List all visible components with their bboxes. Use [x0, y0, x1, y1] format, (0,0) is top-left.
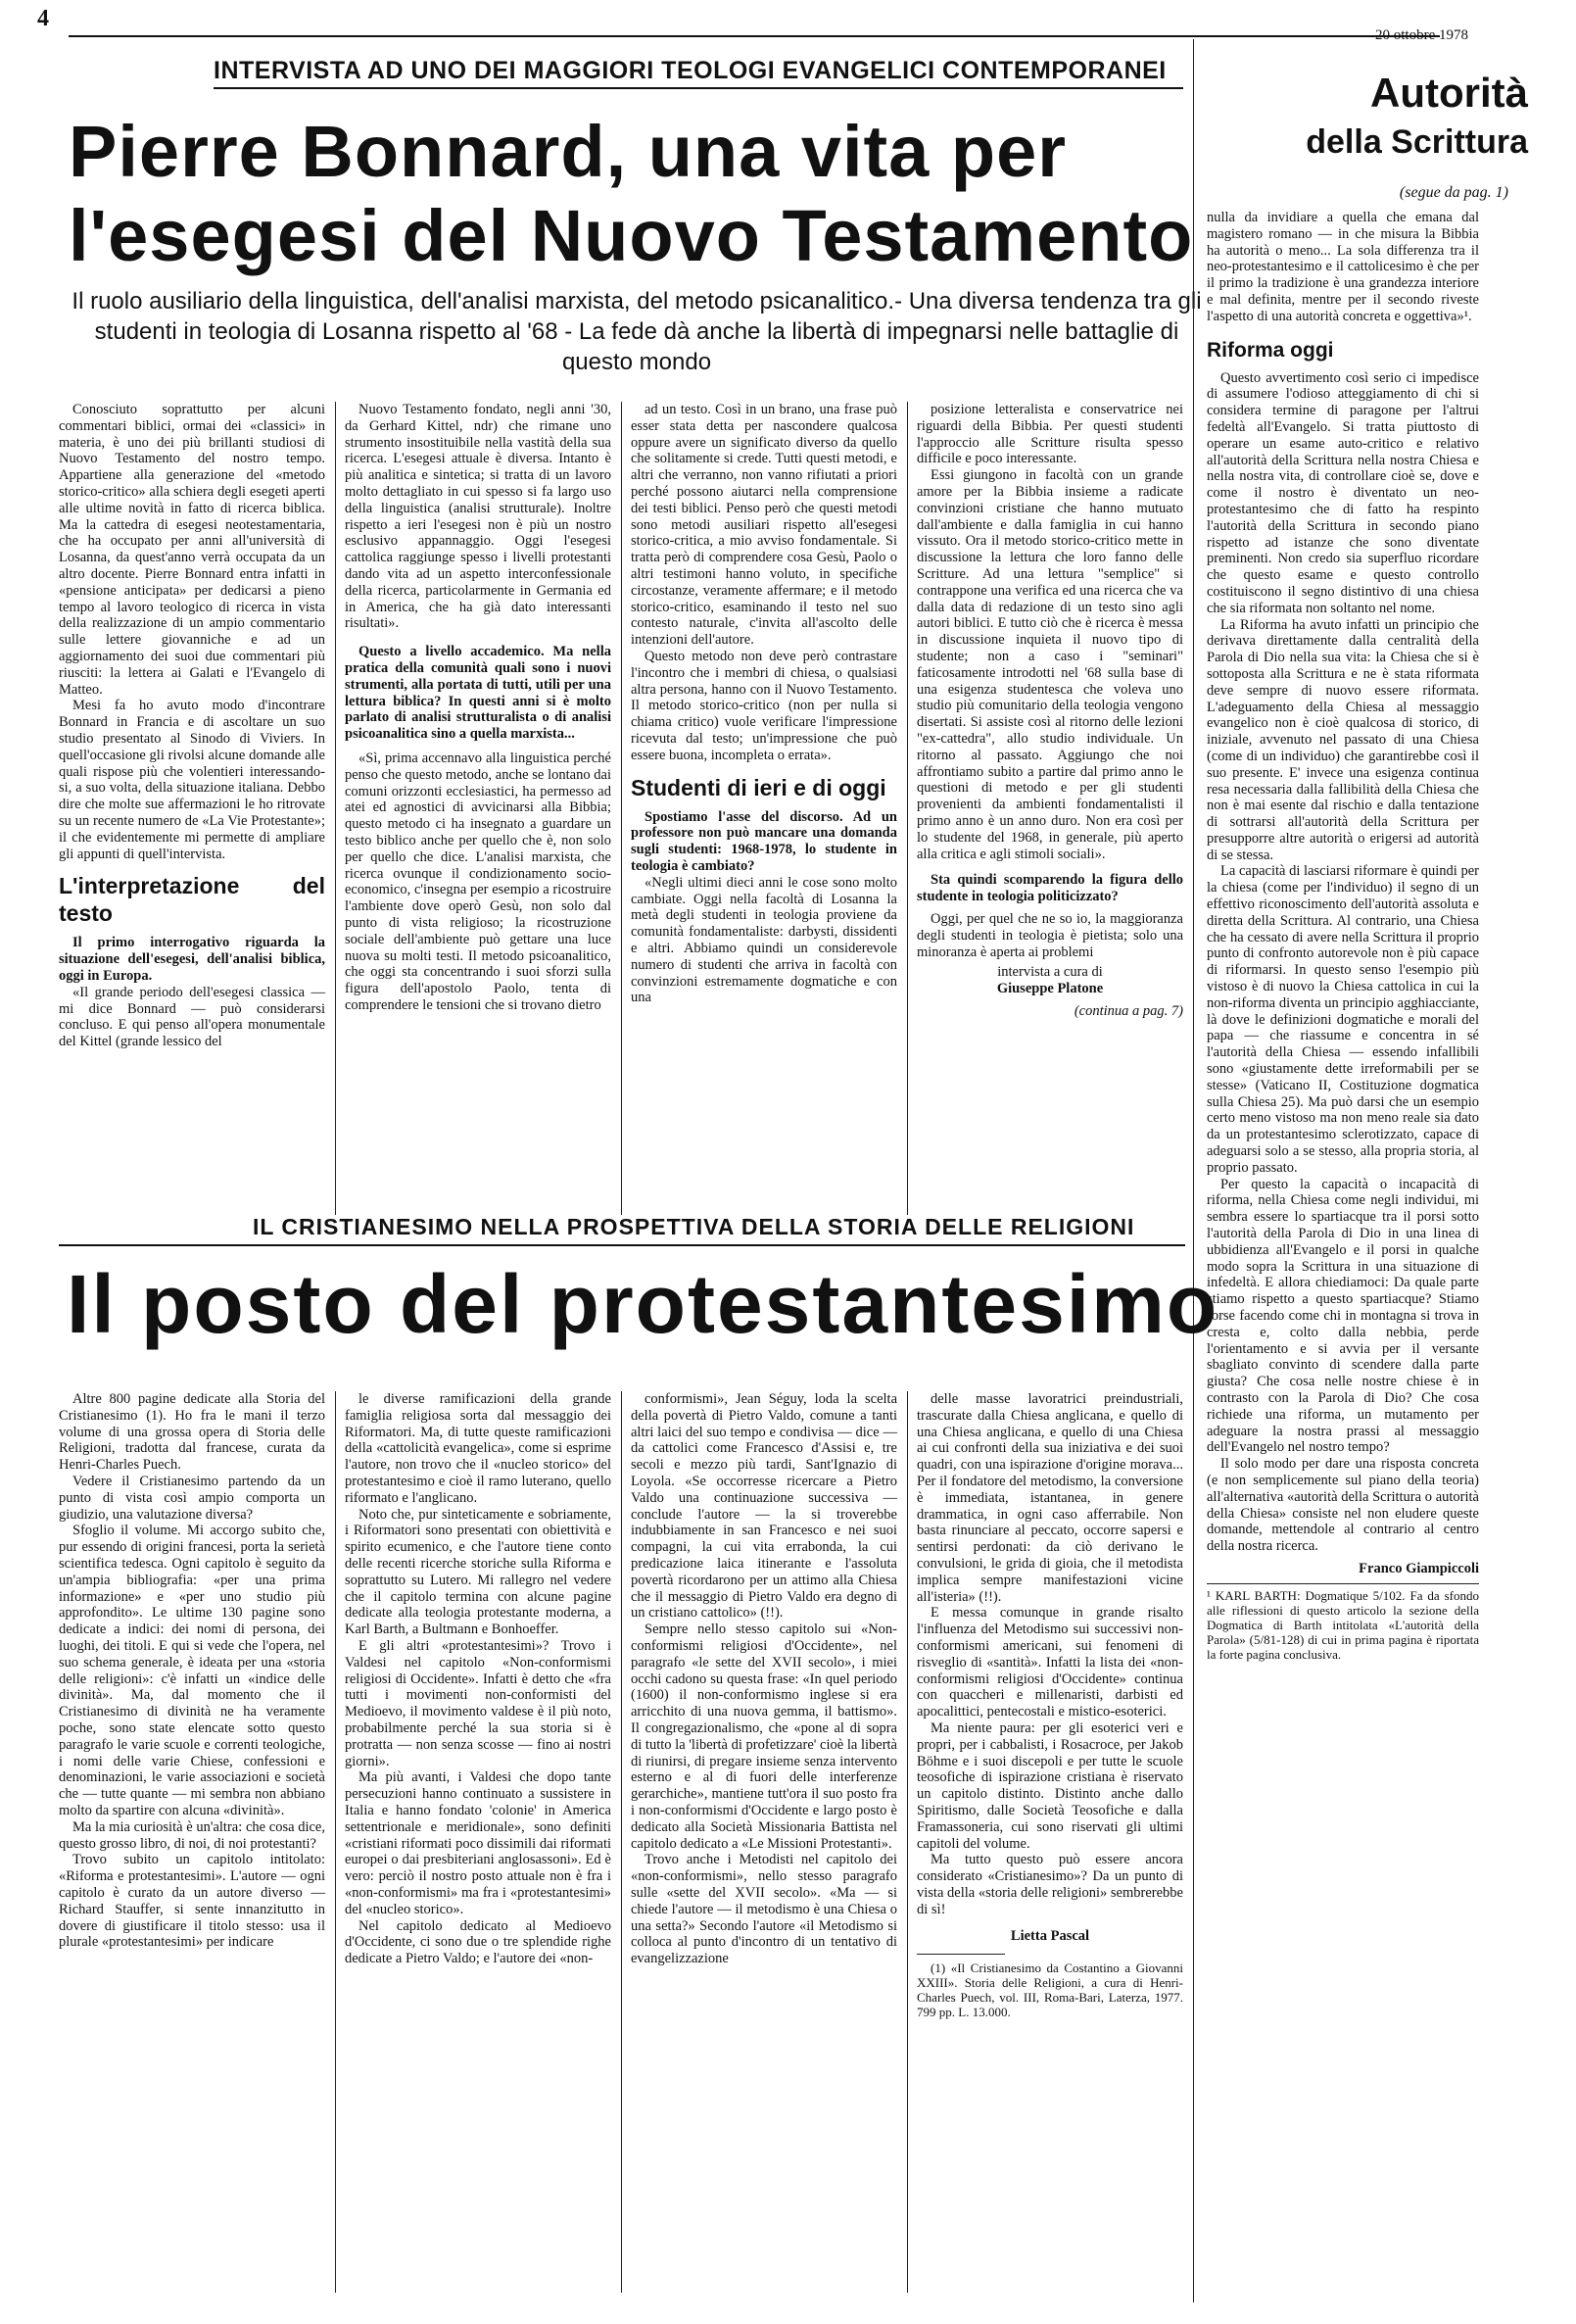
top-rule [69, 35, 1440, 37]
article2-col1-para: Sfoglio il volume. Mi accorgo subito che, pur essendo di origini francesi, porta la serietà scientifica tedesca. Ogni capitolo è seguito da un'ampia bibliografia: «per una prima informazione» e «per uno studio più approfondito». Le ultime 130 pagine sono dedicate a indici: dei nomi di persona, dei luoghi, dei titoli. E qui si vede che l'opera, nel suo schema generale, è ideata per una «storia delle religioni»: c'è infatti un «indice delle divinità». Ma, dal momento che il Cristianesimo di divinità ne ha veramente poche, sono state elencate sotto questo paragrafo le varie scuole e correnti teologiche, i nomi delle varie Chiese, confessioni e denominazioni, le varie associazioni e società che — tutte quante — mi sembra non abbiano molto da spartire con alcuna «divinità». [59, 1523, 325, 1818]
article1-kicker-rule [214, 87, 1183, 89]
sidebar-para: Il solo modo per dare una risposta concreta (e non semplicemente sul piano della teoria) all'alternativa «autorità della Scrittura o autorità della Chiesa» consiste nel non eludere queste domande, mettendole al contrario al centro della nostra ricerca. [1207, 1456, 1479, 1555]
article2-col3-para: Sempre nello stesso capitolo sui «Non-conformismi religiosi d'Occidente», nel paragrafo «le sette del XVII secolo», i miei occhi cadono su questa frase: «In quel periodo (1600) il non-conformismo inglese si era arricchito di una nuova gemma, il battismo». Il congregazionalismo, che «pone al di sopra di tutto la 'libertà di profetizzare' cioè la libertà di riunirsi, di pregare insieme senza intervento esterno e al di fuori delle interferenze gerarchiche», mantiene tutt'ora il suo posto fra i non-conformismi d'Occidente e largo posto è dedicato alla Società Missionaria Battista nel capitolo dedicato a «Le Missioni Protestanti». [631, 1622, 897, 1852]
article2-column-1 [59, 1391, 325, 1951]
sidebar-title: Autorità [1370, 70, 1528, 116]
article2-col2-para: Nel capitolo dedicato al Medioevo d'Occidente, ci sono due o tre splendide righe dedicate a Pietro Valdo; e l'autore dei «non- [345, 1917, 611, 1967]
sidebar-para: Questo avvertimento così serio ci impedisce di assumere l'odioso atteggiamento di chi si considera termine di paragone per l'altrui fedeltà all'Evangelo. Si tratta piuttosto di operare un esame auto-critico e relativo all'autorità della Scrittura nella nostra Chiesa e nella nostra vita, di controllare cioè se, dove e come il nostro è diventato un neo-protestantesimo che di fatto ha respinto l'autorità della Scrittura in secondo piano rispetto ad istanze che sono diventate preminenti. Non credo sia superfluo ricordare che questo esame e questo controllo costituiscono il segno distintivo di una chiesa che sia riformata non soltanto nel nome. [1207, 369, 1479, 616]
article1-column-3 [631, 402, 897, 1006]
article2-col2-para: Ma più avanti, i Valdesi che dopo tante persecuzioni hanno continuato a sussistere in Italia e hanno fondato 'colonie' in America settentrionale e meridionale», sono definiti «cristiani riformati poco dissimili dai riformati europei o dai presbiteriani anglosassoni». Ed è vero: perciò il nostro posto attuale non è fra i «non-conformismi» ma fra i «protestantesimi» del «nucleo storico». [345, 1769, 611, 1917]
column-divider [335, 402, 336, 1215]
article2-col4-para: Ma niente paura: per gli esoterici veri e propri, per i cabbalisti, i Rosacroce, per Jakob Böhme e i suoi discepoli e per tutte le scuole teosofiche di ispirazione cristiana è riservato un capitolo distinto. Distinto anche dallo Spiritismo, dalle Società Teosofiche e dalla Framassoneria, cui sono riservati gli ultimi capitoli del volume. [917, 1719, 1183, 1852]
article2-col4-para: E messa comunque in grande risalto l'influenza del Metodismo sui successivi non-conformismi americani, sui fenomeni di risveglio di «santità». Infatti la lista dei «non-conformismi religiosi d'Occidente» continua con quaccheri e millenaristi, darbisti ed apocalittici, pentecostali e mistico-esoterici. [917, 1605, 1183, 1720]
article2-signature: Lietta Pascal [1010, 1927, 1090, 1944]
article2-col1-para: Trovo subito un capitolo intitolato: «Riforma e protestantesimi». L'autore — ogni capitolo è curato da un autore diverso — Richard Stauffer, si sente innanzitutto in dovere di giustificare il titolo stesso: usa il plurale «protestantesimi» per indicare [59, 1852, 325, 1951]
sidebar-para: Per questo la capacità o incapacità di riforma, nella Chiesa come negli individui, mi sembra essere lo spartiacque tra il porsi sotto l'autorità della Parola di Dio in una linea di ubbidienza all'Evangelo e il porsi in qualche modo sopra la Scrittura in una situazione di infedeltà. E allora chiediamoci: Da quale parte stiamo rispetto a questo spartiacque? Stiamo forse facendo come chi in montagna si trova in cresta e, colto dalla nebbia, perde l'orientamento e si avvia per il versante sbagliato convinto di scendere dalla parte giusta? Che cosa nelle nostre chiese è in contrasto con la Parola di Dio? Che cosa richiede una riforma, un mutamento per adeguare la nostra prassi al messaggio dell'Evangelo nel nostro tempo? [1207, 1176, 1479, 1456]
article1-question: Questo a livello accademico. Ma nella pratica della comunità quali sono i nuovi strumenti, alla portata di tutti, utili per una lettura biblica? In questi anni si è molto parlato di analisi strutturalista o di analisi psicoanalitica sino a quella marxista... [345, 644, 611, 743]
article1-col4-para: posizione letteralista e conservatrice nei riguardi della Bibbia. Per questi studenti l'approccio alle Scritture risulta spesso difficile e poco interessante. [917, 402, 1183, 467]
sidebar-signature: Franco Giampiccoli [1359, 1560, 1479, 1576]
column-divider [621, 1391, 622, 2293]
sidebar-footnote: ¹ KARL BARTH: Dogmatique 5/102. Fa da sfondo alle riflessioni di questo articolo la sezione della Dogmatica di Barth intitolata «L'autorità della Parola» (5/81-128) di cui in prima pagina è riportata la forte pagina conclusiva. [1207, 1587, 1479, 1662]
column-divider [335, 1391, 336, 2293]
article2-col2-para: le diverse ramificazioni della grande famiglia religiosa sorta dal messaggio dei Riformatori. Ma, di tutte queste ramificazioni della «cattolicità evangelica», come si esprime l'autore, non trovo che il «nucleo storico» del protestantesimo e cioè il ramo luterano, quello riformato e l'anglicano. [345, 1391, 611, 1506]
sidebar-subtitle: della Scrittura [1306, 123, 1528, 161]
article2-kicker-rule [59, 1244, 1185, 1246]
article2-kicker: IL CRISTIANESIMO NELLA PROSPETTIVA DELLA STORIA DELLE RELIGIONI [253, 1214, 1135, 1239]
article2-col1-para: Ma la mia curiosità è un'altra: che cosa dice, questo grosso libro, di noi, di noi protestanti? [59, 1818, 325, 1852]
column-divider [621, 402, 622, 1215]
article2-col1-para: Vedere il Cristianesimo partendo da un punto di vista così ampio comporta un giudizio, una valutazione diversa? [59, 1473, 325, 1523]
article2-column-4 [917, 1391, 1183, 2019]
sidebar-divider [1193, 39, 1194, 2302]
article2-col3-para: conformismi», Jean Séguy, loda la scelta della povertà di Pietro Valdo, comune a tanti altri laici del suo tempo e condivisa — dice — da cattolici come Francesco d'Assisi e, tre secoli e mezzo più tardi, Sant'Ignazio di Loyola. «Se occorresse ricercare a Pietro Valdo una continuazione successiva — conclude l'autore — la si troverebbe indubbiamente in san Francesco e nei suoi compagni, la cui vita errabonda, la cui predicazione laica itinerante e l'assoluta povertà ricordarono per un attimo alla Chiesa che il messaggio di Pietro Valdo era degno di un cristiano cattolico» (!!). [631, 1391, 897, 1622]
article1-col1-para: «Il grande periodo dell'esegesi classica — mi dice Bonnard — può considerarsi concluso. E qui penso all'opera monumentale del Kittel (grande lessico del [59, 984, 325, 1050]
article2-headline: Il posto del protestantesimo [67, 1258, 1219, 1350]
article2-col4-para: Ma tutto questo può essere ancora considerato «Cristianesimo»? Da un punto di vista della «storia delle religioni» sembrerebbe di sì! [917, 1852, 1183, 1917]
article2-col2-para: E gli altri «protestantesimi»? Trovo i Valdesi nel capitolo «Non-conformismi religiosi di Occidente». Infatti è detto che «fra tutti i movimenti non-conformisti del Medioevo, il movimento valdese è il più noto, probabilmente perché la sua storia si è protratta — non senza scosse — fino ai nostri giorni». [345, 1637, 611, 1769]
article1-col2-para: «Sì, prima accennavo alla linguistica perché penso che questo metodo, anche se lontano dai comuni orizzonti ecclesiastici, ha permesso ad atei ed agnostici di avvicinarsi alla Bibbia; questo metodo ci ha insegnato a guardare un testo biblico anche per quello che è, non solo per quello che dice. L'analisi marxista, che ricerca ovunque il condizionamento socio-economico, c'insegna per esempio a ricostruire l'ambiente dove operò Gesù, non solo dal punto di vista religioso; la ricostruzione sociale dell'ambiente può gettare una luce nuova su molti testi. Il metodo psicoanalitico, che oggi sta concentrando i suoi sforzi sulla figura dell'apostolo Paolo, tenta di comprendere le tensioni che si trovano dietro [345, 750, 611, 1013]
sidebar-column [1207, 210, 1479, 1662]
sidebar-segue: (segue da pag. 1) [1399, 184, 1508, 201]
article1-col1-para: Conosciuto soprattutto per alcuni commentari biblici, ormai dei «classici» in materia, è uno dei più brillanti studiosi di Nuovo Testamento del nostro tempo. Appartiene alla generazione del «metodo storico-critico» alla schiera degli esegeti aperti alle ultime novità in fatto di ricerca biblica. Ma la cattedra di esegesi neotestamentaria, che ha occupato per anni all'università di Losanna, da quest'anno verrà occupata da un altro docente. Pierre Bonnard entra infatti in «pensione anticipata» per dedicarsi a pieno tempo al lavoro teologico di ricerca in vista della realizzazione di un ampio commentario sulle lettere giovanniche e ad un aggiornamento dei suoi due commentari più riusciti: la lettera ai Galati e l'Evangelo di Matteo. [59, 402, 325, 698]
sidebar-para: La capacità di lasciarsi riformare è quindi per la chiesa (come per l'individuo) il segno di un effettivo riconoscimento dell'autorità assoluta e diretta della Scrittura. Al contrario, una Chiesa che ha cessato di avere nella Scrittura il proprio punto di confronto autorevole non è più capace di riformarsi. In questo senso l'esempio più vistoso è di nuovo la Chiesa cattolica in cui la non-riforma diventa un principio agghiacciante, là dove le definizioni dogmatiche e morali del papa — che riassume e concentra in sé l'autorità della Chiesa — essendo infallibili sono «giustamente dette irreformabili per se stesse» (Vaticano II, Costituzione dogmatica sulla Chiesa 25). Ma può darsi che un esempio certo meno vistoso ma non meno reale sia dato da un protestantesimo sclerotizzato, capace di adeguarsi solo a se stesso, alla propria storia, al proprio passato. [1207, 863, 1479, 1176]
article1-col4-para: Oggi, per quel che ne so io, la maggioranza degli studenti in teologia è pietista; solo una minoranza è aperta ai problemi [917, 910, 1183, 960]
article1-standfirst: Il ruolo ausiliario della linguistica, dell'analisi marxista, del metodo psicanalitico.- Una diversa tendenza tra gli studenti in teologia di Losanna rispetto al '68 - La fede dà anche la libertà di impegnarsi nelle battaglie di questo mondo [72, 288, 1202, 375]
article1-col4-para: Essi giungono in facoltà con un grande amore per la Bibbia insieme a radicate convinzioni cristiane che hanno mutuato dall'ambiente e dalla famiglia in cui hanno vissuto. Ora il metodo storico-critico mette in discussione la lettura che loro fanno delle Scritture. Ad una lettura "semplice" si contrappone una verifica ed una ricerca che va dalla data di redazione di un testo sino agli autori biblici. E tutto ciò che è ricerca è messa in discussione inquieta il nuovo tipo di studente; non a caso i "seminari" faticosamente introdotti nel '68 sulla base di una esigenza studentesca che voleva uno studio più comunitario della teologia vengono disertati. Si assiste così al ritorno delle lezioni "ex-cattedra", allo studio individuale. Un ritorno al passato. Aggiungo che noi affrontiamo subito a partire dal primo anno le questioni di metodo e per gli studenti provenienti da ambienti fondamentalisti il primo anno è un anno duro. Non era così per lo studente del 1968, in generale, più aperto alla critica e agli stimoli sociali». [917, 467, 1183, 862]
sidebar-para: La Riforma ha avuto infatti un principio che derivava direttamente dalla centralità della Parola di Dio nella sua vita: la Chiesa che si è sottoposta alla Scrittura e ne è stata riformata deve sempre di nuovo essere riformata. L'adeguamento della Chiesa al messaggio evangelico non è cioè qualcosa di storico, di iniziale, avvenuto nel passato di una Chiesa (come di un individuo) che garantirebbe così il suo presente. E' invece una esigenza continua resa necessaria dalla fallibilità della Chiesa che non è mai esente dal rischio e dalla tentazione di sottrarsi all'autorità della Scrittura per presupporre altre autorità o erigersi ad autorità di se stessa. [1207, 616, 1479, 863]
article1-headline [69, 110, 1193, 278]
article1-kicker: INTERVISTA AD UNO DEI MAGGIORI TEOLOGI EVANGELICI CONTEMPORANEI [214, 57, 1167, 84]
article1-question: Spostiamo l'asse del discorso. Ad un professore non può mancare una domanda sugli studenti: 1968-1978, lo studente in teologia è cambiato? [631, 808, 897, 874]
byline-name: Giuseppe Platone [996, 981, 1104, 997]
continua-link: (continua a pag. 7) [1074, 1002, 1183, 1019]
article1-col1-para: Mesi fa ho avuto modo d'incontrare Bonnard in Francia e di ascoltare un suo studio presentato al Sinodo di Viviers. In quell'occasione gli rivolsi alcune domande alle quali rispose più che volentieri interessando-si, a suo volta, della situazione italiana. Debbo dire che molte sue affermazioni le ho ritrovate su un recente numero de «La Vie Protestante»; il che evidentemente mi permette di ampliare gli appunti di quell'intervista. [59, 698, 325, 862]
article1-subhead-interpretazione: L'interpretazione del testo [59, 873, 325, 927]
byline-intro: intervista a cura di [997, 964, 1103, 981]
article2-footnote: (1) «Il Cristianesimo da Costantino a Giovanni XXIII». Storia delle Religioni, a cura di Henri-Charles Puech, vol. III, Roma-Bari, Laterza, 1977. 799 pp. L. 13.000. [917, 1961, 1183, 2020]
article1-column-1 [59, 402, 325, 1050]
article2-footnote-rule [917, 1954, 1005, 1955]
article1-question: Il primo interrogativo riguarda la situazione dell'esegesi, dell'analisi biblica, oggi in Europa. [59, 935, 325, 984]
article1-question: Sta quindi scomparendo la figura dello studente in teologia politicizzato? [917, 872, 1183, 905]
page-number: 4 [37, 6, 49, 31]
article1-col3-para: ad un testo. Così in un brano, una frase può esser stata detta per nascondere qualcosa oppure avere un significato diverso da quello che solitamente si crede. Tutti questi metodi, e altri che verranno, non vanno rifiutati a priori perché possono aiutarci nella comprensione dei testi biblici. Penso però che questi metodi sono metodi ausiliari rispetto all'esegesi storico-critica, a mio avviso fondamentale. Si tratta però di comprendere cosa Gesù, Paolo o altri testimoni hanno voluto, in specifiche circostanze, veramente affermare; e il metodo storico-critico, esaminando il testo nel suo contesto naturale, c'invita all'ascolto delle intenzioni dell'autore. [631, 402, 897, 649]
article1-col2-para: Nuovo Testamento fondato, negli anni '30, da Gerhard Kittel, ndr) che rimane uno strumento insostituibile nella vastità della sua ricerca. L'esegesi attuale è diversa. Intanto è più analitica e sintetica; si tratta di un lavoro molto dettagliato in cui spesso si fa largo uso della linguistica (analisi strutturale). Inoltre rispetto a ieri l'esegesi non è più un nostro esclusivo appannaggio. Oggi l'esegesi cattolica raggiunge spesso i livelli protestanti dando vita ad un aspetto interconfessionale della ricerca, particolarmente in Germania ed in America, che ha già dato interessanti risultati». [345, 402, 611, 632]
column-divider [907, 402, 908, 1215]
column-divider [907, 1391, 908, 2293]
article1-headline-line2: l'esegesi del Nuovo Testamento [69, 195, 1194, 276]
sidebar-subhead: Riforma oggi [1207, 338, 1334, 362]
article2-col1-para: Altre 800 pagine dedicate alla Storia del Cristianesimo (1). Ho fra le mani il terzo volume di una grossa opera di Storia delle Religioni, tradotta dal francese, curata da Henri-Charles Puech. [59, 1391, 325, 1474]
article2-column-2 [345, 1391, 611, 1967]
article1-column-2 [345, 402, 611, 1014]
article2-col4-para: delle masse lavoratrici preindustriali, trascurate dalla Chiesa anglicana, e quello di una Chiesa anglicana, e quello di una Chiesa ai cui confronti della sua iniziativa e dei suoi quadri, con una ispirazione d'origine morava... Per il fondatore del metodismo, la conversione è immediata, istantanea, in genere drammatica, in ogni caso afferrabile. Non basta rinunciare al peccato, occorre sapersi e sentirsi perdonati: da ciò derivano le convulsioni, le grida di gioia, che il metodista implica sempre manifestazioni vicine all'isteria» (!!). [917, 1391, 1183, 1605]
article1-subhead-studenti: Studenti di ieri e di oggi [631, 774, 886, 800]
sidebar-footnote-rule [1207, 1583, 1479, 1584]
article1-column-4 [917, 402, 1183, 1020]
article2-col2-para: Noto che, pur sinteticamente e sobriamente, i Riformatori sono presentati con obiettività e spirito ecumenico, e che l'autore tiene conto delle recenti ricerche storiche sulla Riforma e soprattutto su Lutero. Mi rallegro nel vedere che il capitolo termina con alcune pagine dedicate alla teologia protestante moderna, a Karl Barth, a Bultmann e Bonhoeffer. [345, 1506, 611, 1638]
article2-column-3 [631, 1391, 897, 1967]
issue-date: 20 ottobre 1978 [1375, 27, 1468, 43]
article2-col3-para: Trovo anche i Metodisti nel capitolo dei «non-conformismi», nello stesso paragrafo sulle «sette del XVII secolo». «Ma — si chiede l'autore — il metodismo è una Chiesa o una setta?» Secondo l'autore «il Metodismo si colloca al punto d'incontro di un tentativo di evangelizzazione [631, 1852, 897, 1967]
sidebar-para: nulla da invidiare a quella che emana dal magistero romano — in che misura la Bibbia ha autorità o meno... La sola differenza tra il neo-protestantesimo e il cattolicesimo è che per il primo la tradizione è una grandezza interiore e mal definita, mentre per il secondo riveste l'aspetto di una autorità concreta e oggettiva»¹. [1207, 210, 1479, 324]
article1-headline-line1: Pierre Bonnard, una vita per [69, 111, 1068, 192]
article1-col3-para: Questo metodo non deve però contrastare l'incontro che i membri di chiesa, o qualsiasi altra persona, hanno con il Nuovo Testamento. Il metodo storico-critico (non per nulla si chiama critico) vuole verificare l'impressione ricevuta dal testo; un'impressione che può essere buona, incompleta o errata». [631, 648, 897, 763]
article1-col3-para: «Negli ultimi dieci anni le cose sono molto cambiate. Oggi nella facoltà di Losanna la metà degli studenti in teologia proviene da comunità fondamentaliste: darbysti, dissidenti e altri. Abbiamo quindi un considerevole numero di studenti che arriva in facoltà con convinzioni estremamente dogmatiche e con una [631, 874, 897, 1006]
